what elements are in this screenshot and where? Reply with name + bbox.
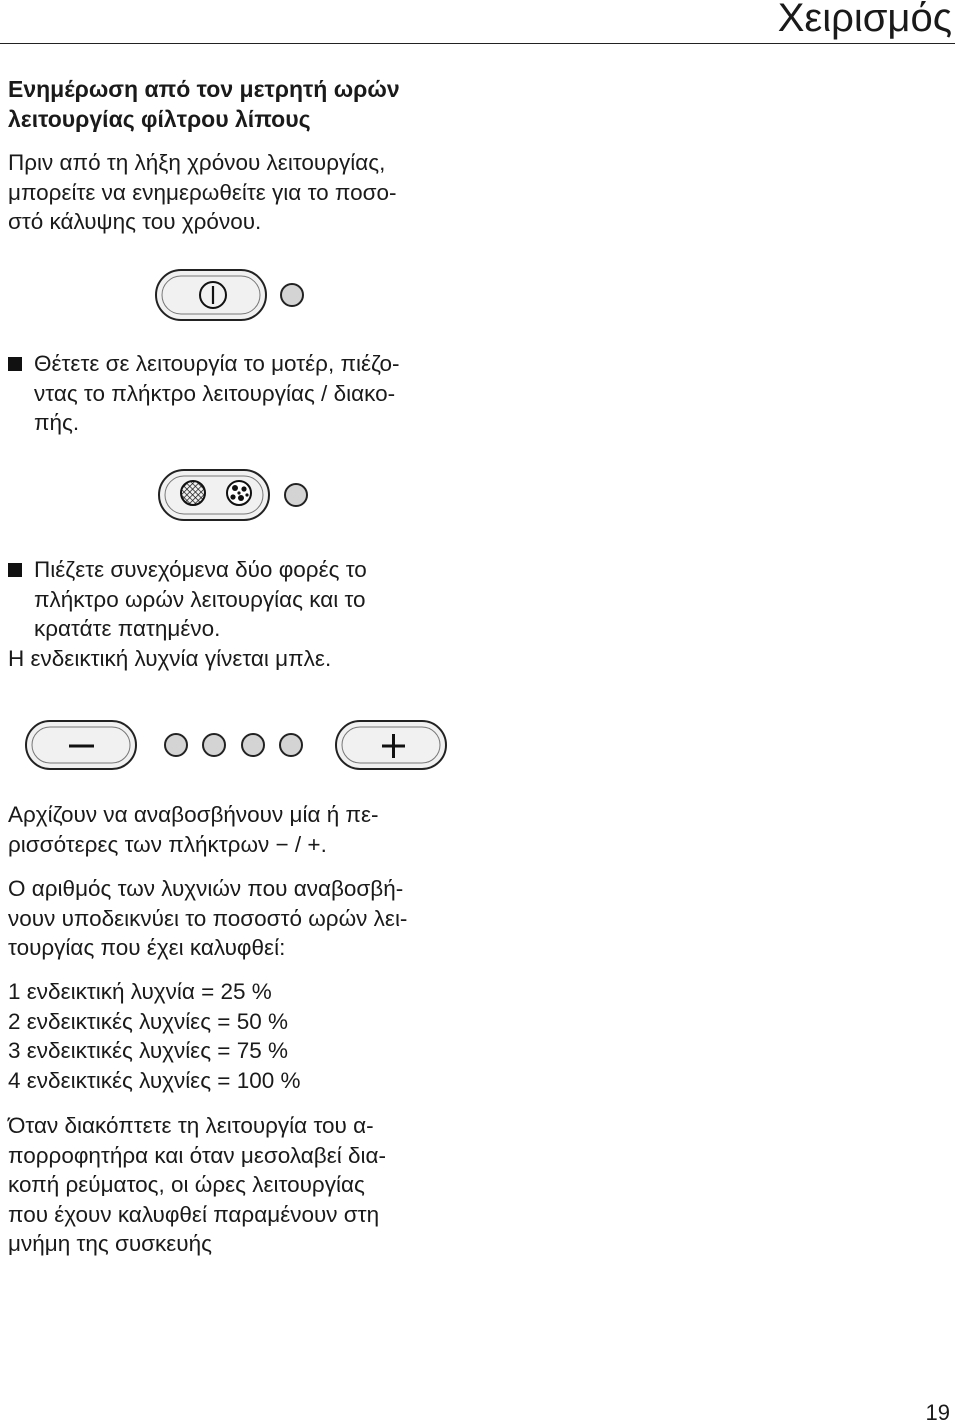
blink-line-1: Αρχίζουν να αναβοσβήνουν μία ή πε- bbox=[8, 802, 379, 827]
bullet-square-icon bbox=[8, 357, 22, 371]
led-4 bbox=[280, 734, 302, 756]
blink-line-2: ρισσότερες των πλήκτρων − / +. bbox=[8, 831, 327, 857]
page-title: Χειρισμός bbox=[777, 0, 952, 40]
step-2-line-2: πλήκτρο ωρών λειτουργίας και το bbox=[34, 586, 366, 612]
led-3 bbox=[242, 734, 264, 756]
note-line-4: που έχουν καλυφθεί παραμένουν στη bbox=[8, 1201, 380, 1227]
intro-line-3: στό κάλυψης του χρόνου. bbox=[8, 209, 262, 235]
intro-line-2: μπορείτε να ενημερωθείτε για το ποσο- bbox=[8, 179, 397, 205]
led-1 bbox=[165, 734, 187, 756]
power-button-illustration bbox=[150, 266, 320, 326]
blink-paragraph bbox=[8, 800, 468, 859]
intro-line-1: Πριν από τη λήξη χρόνου λειτουργίας, bbox=[8, 150, 386, 175]
list-item: 1 ενδεικτική λυχνία = 25 % bbox=[8, 979, 272, 1004]
filter-led bbox=[285, 484, 307, 506]
step-1-line-3: πής. bbox=[34, 410, 80, 436]
list-item: 2 ενδεικτικές λυχνίες = 50 % bbox=[8, 1008, 288, 1034]
memory-note-paragraph bbox=[8, 1111, 468, 1259]
page-number: 19 bbox=[925, 1400, 950, 1425]
note-line-2: πορροφητήρα και όταν μεσολαβεί δια- bbox=[8, 1142, 387, 1168]
charcoal-filter-icon bbox=[227, 481, 251, 505]
section-heading-line-2: λειτουργίας φίλτρου λίπους bbox=[8, 106, 311, 132]
section-heading-line-1: Ενημέρωση από τον μετρητή ωρών bbox=[8, 76, 400, 102]
step-1 bbox=[8, 349, 468, 438]
note-line-1: Όταν διακόπτετε τη λειτουργία του α- bbox=[8, 1113, 374, 1138]
bullet-square-icon bbox=[8, 563, 22, 577]
step-2-line-3: κρατάτε πατημένο. bbox=[34, 616, 221, 642]
explain-line-2: νουν υποδεικνύει το ποσοστό ωρών λει- bbox=[8, 905, 408, 931]
power-led bbox=[281, 284, 303, 306]
step-1-line-2: ντας το πλήκτρο λειτουργίας / διακο- bbox=[34, 380, 396, 406]
step-2-result: Η ενδεικτική λυχνία γίνεται μπλε. bbox=[8, 645, 332, 671]
grease-filter-icon bbox=[181, 481, 205, 505]
explanation-paragraph bbox=[8, 874, 468, 963]
explain-line-3: τουργίας που έχει καλυφθεί: bbox=[8, 935, 286, 961]
step-2-line-1: Πιέζετε συνεχόμενα δύο φορές το bbox=[34, 557, 367, 582]
note-line-5: μνήμη της συσκευής bbox=[8, 1231, 212, 1257]
explain-line-1: Ο αριθμός των λυχνιών που αναβοσβή- bbox=[8, 876, 404, 901]
led-2 bbox=[203, 734, 225, 756]
filter-button-illustration bbox=[153, 466, 323, 526]
note-line-3: κοπή ρεύματος, οι ώρες λειτουργίας bbox=[8, 1172, 365, 1198]
header-divider bbox=[0, 43, 955, 44]
led-percentage-list bbox=[8, 977, 468, 1095]
step-2 bbox=[8, 555, 468, 673]
intro-paragraph bbox=[8, 148, 468, 237]
section-heading-block bbox=[8, 74, 468, 134]
step-1-line-1: Θέτετε σε λειτουργία το μοτέρ, πιέζο- bbox=[34, 351, 400, 376]
list-item: 3 ενδεικτικές λυχνίες = 75 % bbox=[8, 1038, 288, 1064]
minus-plus-panel-illustration bbox=[20, 716, 460, 776]
list-item: 4 ενδεικτικές λυχνίες = 100 % bbox=[8, 1067, 301, 1093]
